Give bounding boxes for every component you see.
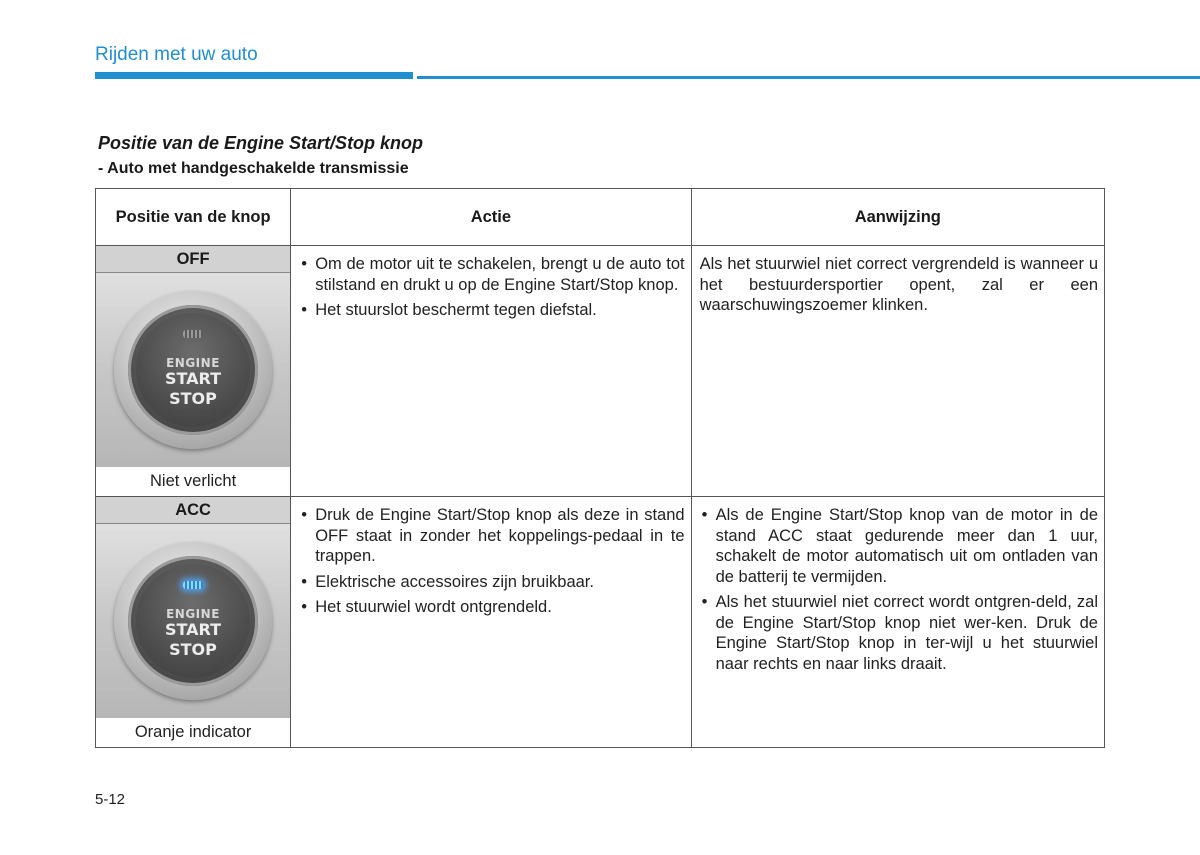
note-item: • Als het stuurwiel niet correct wordt ontgren-deld, zal de Engine Start/Stop knop niet wer-ken. Druk de Engine Start/Stop knop in ter-wijl u het stuurwiel naar rechts en naar links draait. — [700, 592, 1098, 674]
action-item: • Het stuurwiel wordt ontgrendeld. — [299, 597, 684, 618]
table-header-row — [96, 189, 1105, 246]
button-text-stop: STOP — [169, 640, 217, 659]
button-position-table — [95, 188, 1105, 748]
section-subtitle: - Auto met handgeschakelde transmissie — [98, 160, 409, 177]
indicator-light-icon — [183, 581, 203, 589]
page-number: 5-12 — [95, 791, 126, 808]
position-label: OFF — [96, 246, 290, 273]
button-text-start: START — [164, 620, 222, 639]
position-caption: Oranje indicator — [134, 723, 252, 741]
action-item: • Het stuurslot beschermt tegen diefstal. — [299, 300, 684, 321]
column-header-note: Aanwijzing — [691, 189, 1104, 246]
engine-button-image — [96, 273, 290, 467]
position-label: ACC — [96, 497, 290, 524]
table-row-off — [96, 246, 1105, 497]
note-cell — [691, 246, 1104, 497]
action-cell — [291, 246, 691, 497]
position-cell — [96, 497, 291, 748]
section-title: Positie van de Engine Start/Stop knop — [98, 133, 424, 153]
column-header-position: Positie van de knop — [96, 189, 291, 246]
header-rule-thick — [95, 72, 413, 79]
button-text-start: START — [164, 369, 222, 388]
action-item: • Druk de Engine Start/Stop knop als deze in stand OFF staat in zonder het koppelings-pedaal in te trappen. — [299, 505, 684, 567]
header-rule-thin — [417, 76, 1200, 79]
position-caption: Niet verlicht — [149, 472, 237, 490]
action-item: • Elektrische accessoires zijn bruikbaar. — [299, 572, 684, 593]
button-text-engine: ENGINE — [166, 607, 220, 621]
note-item: • Als de Engine Start/Stop knop van de motor in de stand ACC staat gedurende meer dan 1 uur, schakelt de motor automatisch uit om ontladen van de batterij te vermijden. — [700, 505, 1098, 587]
engine-start-stop-button-icon — [114, 291, 272, 449]
action-item: • Om de motor uit te schakelen, brengt u de auto tot stilstand en drukt u op de Engine Start/Stop knop. — [299, 254, 684, 295]
engine-button-image — [96, 524, 290, 718]
button-text-engine: ENGINE — [166, 356, 220, 370]
indicator-light-icon — [183, 330, 203, 338]
engine-start-stop-button-icon — [114, 542, 272, 700]
action-cell — [291, 497, 691, 748]
position-cell — [96, 246, 291, 497]
note-cell — [691, 497, 1104, 748]
column-header-action: Actie — [291, 189, 691, 246]
table-row-acc — [96, 497, 1105, 748]
chapter-title: Rijden met uw auto — [95, 44, 258, 65]
note-text: Als het stuurwiel niet correct vergrendeld is wanneer u het bestuurdersportier opent, zal er een waarschuwingszoemer klinken. — [699, 255, 1098, 314]
button-text-stop: STOP — [169, 389, 217, 408]
